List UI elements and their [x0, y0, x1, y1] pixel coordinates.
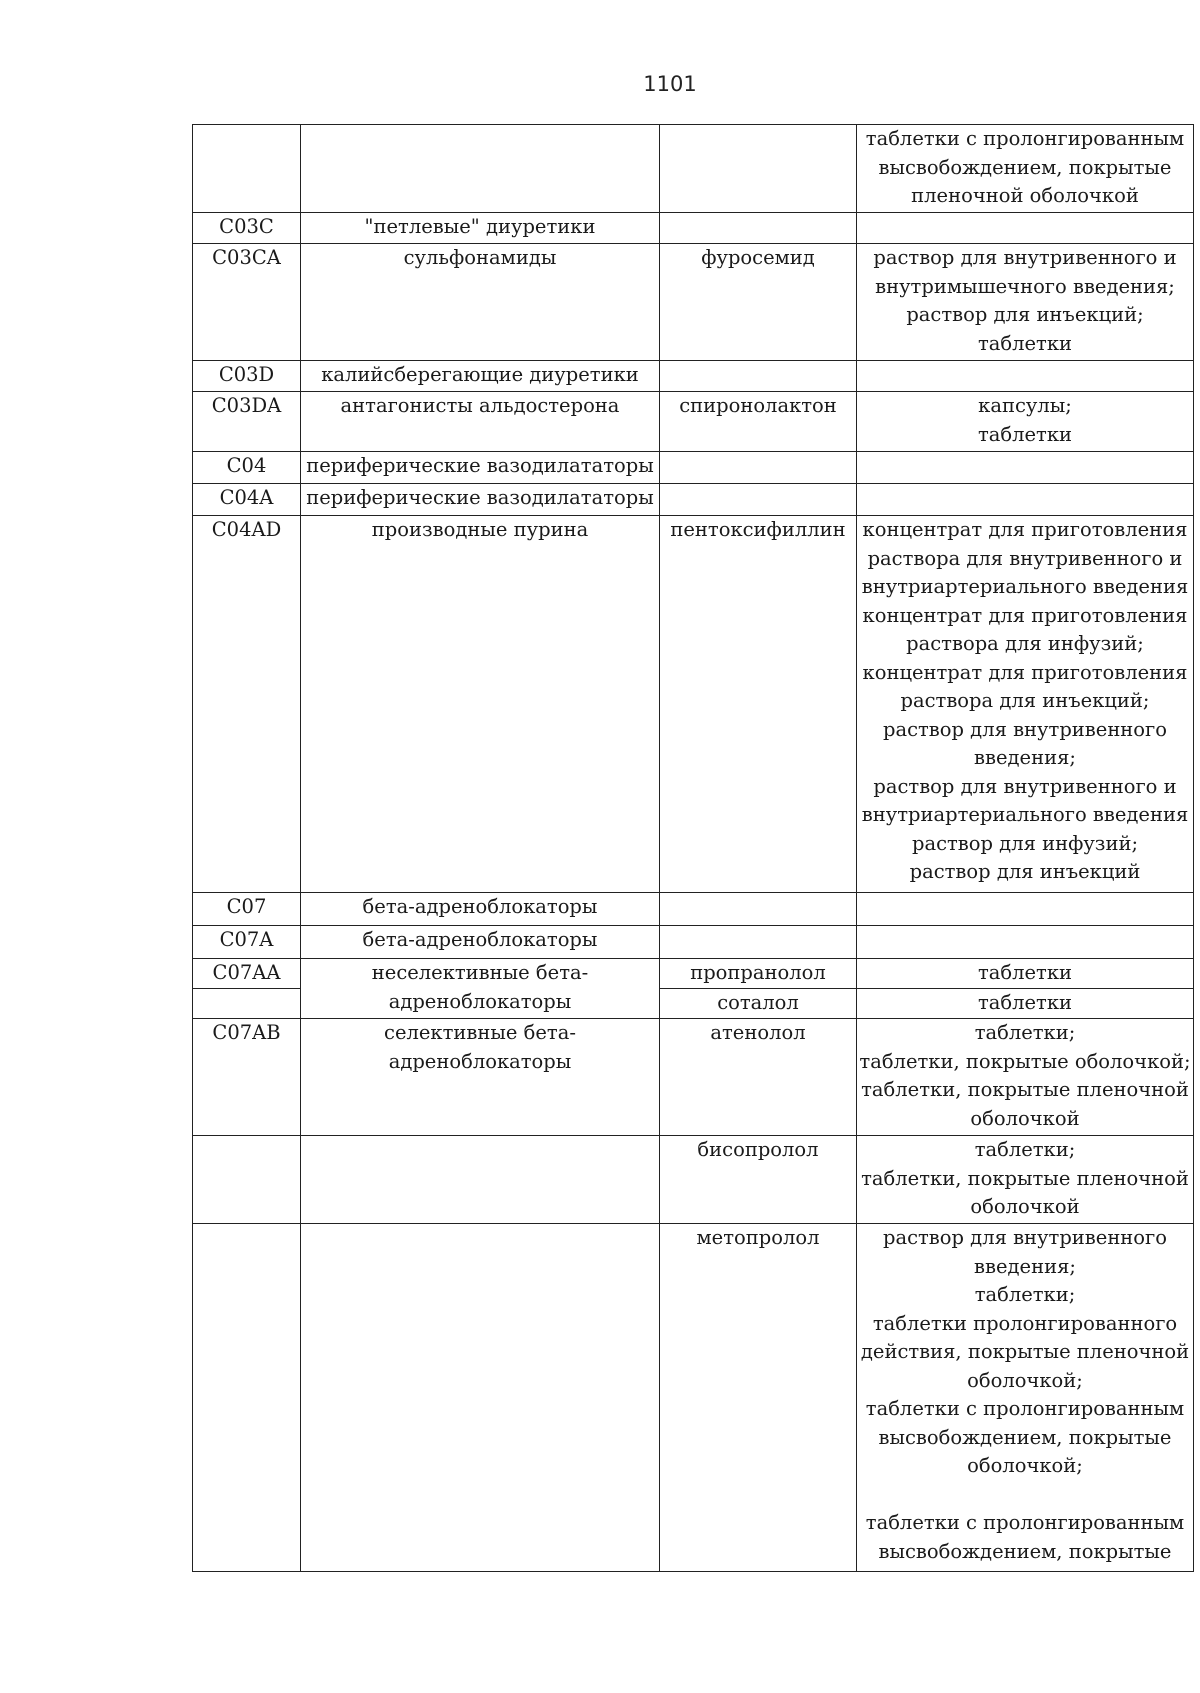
dosage-form-line: раствора для инъекций; [900, 689, 1150, 712]
drug-name-cell: соталол [660, 989, 857, 1019]
atc-code-cell: C07A [193, 926, 301, 959]
atc-code-cell: C07 [193, 893, 301, 926]
dosage-form-line: действия, покрытые пленочной [860, 1340, 1190, 1363]
dosage-form-cell: таблетки [857, 989, 1194, 1019]
page-number: 1101 [643, 72, 697, 96]
group-name-line: адреноблокаторы [388, 1049, 572, 1073]
drug-name-cell: фуросемид [660, 244, 857, 361]
table-row [193, 452, 1194, 484]
dosage-form-line: концентрат для приготовления [862, 518, 1188, 541]
drug-name-cell: пропранолол [660, 959, 857, 989]
dosage-form-line [859, 1481, 1191, 1510]
dosage-form-line: концентрат для приготовления [862, 660, 1188, 684]
atc-code-cell: C03C [193, 213, 301, 244]
table-row [193, 244, 1194, 361]
dosage-form-cell [857, 244, 1194, 361]
group-name-cell: производные пурина [301, 516, 660, 893]
dosage-form-line: таблетки, покрытые пленочной [861, 1166, 1189, 1190]
table-row [193, 1136, 1194, 1224]
group-name-cell: "петлевые" диуретики [301, 213, 660, 244]
dosage-form-line: раствор для внутривенного [882, 1226, 1168, 1249]
group-name-cell: бета-адреноблокаторы [301, 926, 660, 959]
drug-name-cell: спиронолактон [660, 392, 857, 452]
group-name-cell [301, 1224, 660, 1572]
dosage-form-line: таблетки; [974, 1138, 1076, 1161]
dosage-form-line: таблетки [977, 331, 1073, 355]
table-row [193, 516, 1194, 893]
table-row [193, 893, 1194, 926]
dosage-form-line: высвобождением, покрытые [878, 155, 1172, 179]
atc-code-cell [193, 1224, 301, 1572]
drug-name-cell [660, 213, 857, 244]
table-row [193, 1019, 1194, 1136]
atc-code-cell: C04A [193, 484, 301, 516]
group-name-cell: калийсберегающие диуретики [301, 361, 660, 392]
atc-code-cell [193, 1136, 301, 1224]
drug-name-cell: бисопролол [660, 1136, 857, 1224]
dosage-form-cell [857, 1019, 1194, 1136]
atc-code-cell: C03CA [193, 244, 301, 361]
dosage-form-line: высвобождением, покрытые [878, 1425, 1172, 1449]
dosage-form-cell [857, 926, 1194, 959]
group-name-cell: периферические вазодилататоры [301, 484, 660, 516]
dosage-form-line: пленочной оболочкой [911, 184, 1139, 207]
atc-code-cell [193, 989, 301, 1019]
atc-code-cell: C03DA [193, 392, 301, 452]
dosage-form-line: таблетки [977, 422, 1073, 446]
dosage-form-line: таблетки, покрытые оболочкой; [859, 1049, 1191, 1073]
drug-classification-table [192, 124, 1194, 1572]
dosage-form-line: раствор для внутривенного и [873, 246, 1177, 269]
table-row [193, 484, 1194, 516]
dosage-form-line: таблетки, покрытые пленочной [861, 1078, 1189, 1101]
drug-name-cell: пентоксифиллин [660, 516, 857, 893]
group-name-cell [301, 959, 660, 1019]
table-row [193, 392, 1194, 452]
group-name-cell [301, 1136, 660, 1224]
group-name-line: неселективные бета- [371, 961, 589, 984]
dosage-form-line: оболочкой; [967, 1368, 1083, 1392]
atc-code-cell [193, 125, 301, 213]
table-row [193, 213, 1194, 244]
atc-code-cell: C03D [193, 361, 301, 392]
dosage-form-line: капсулы; [978, 394, 1072, 417]
dosage-form-line: введения; [974, 746, 1076, 769]
dosage-form-line: раствор для инфузий; [911, 831, 1139, 855]
group-name-line: адреноблокаторы [388, 989, 572, 1013]
drug-name-cell [660, 452, 857, 484]
dosage-form-cell [857, 392, 1194, 452]
drug-name-cell [660, 484, 857, 516]
drug-name-cell [660, 125, 857, 213]
dosage-form-cell [857, 361, 1194, 392]
dosage-form-cell [857, 893, 1194, 926]
dosage-form-line: таблетки; [974, 1021, 1076, 1044]
dosage-form-line: раствора для внутривенного и [867, 546, 1183, 570]
dosage-form-line: раствор для инъекций; [906, 303, 1144, 326]
atc-code-cell: C07AB [193, 1019, 301, 1136]
dosage-form-cell [857, 516, 1194, 893]
table-row [193, 125, 1194, 213]
dosage-form-line: раствор для внутривенного [882, 717, 1168, 741]
dosage-form-line: введения; [974, 1254, 1076, 1278]
dosage-form-cell: таблетки [857, 959, 1194, 989]
dosage-form-line: высвобождением, покрытые [878, 1539, 1172, 1563]
dosage-form-cell [857, 213, 1194, 244]
dosage-form-line: концентрат для приготовления [862, 603, 1188, 627]
drug-name-cell [660, 926, 857, 959]
dosage-form-line: оболочкой [970, 1106, 1080, 1130]
dosage-form-line: оболочкой [970, 1195, 1080, 1218]
group-name-cell: периферические вазодилататоры [301, 452, 660, 484]
group-name-line: селективные бета- [384, 1021, 576, 1044]
dosage-form-cell [857, 452, 1194, 484]
dosage-form-line: таблетки пролонгированного [872, 1311, 1178, 1335]
dosage-form-line: таблетки с пролонгированным [865, 1511, 1185, 1534]
dosage-form-cell [857, 1224, 1194, 1572]
dosage-form-line: внутримышечного введения; [875, 274, 1175, 298]
dosage-form-line: внутриартериального введения [861, 575, 1189, 598]
drug-name-cell: атенолол [660, 1019, 857, 1136]
atc-code-cell: C04 [193, 452, 301, 484]
drug-name-cell [660, 361, 857, 392]
group-name-cell [301, 125, 660, 213]
group-name-cell: антагонисты альдостерона [301, 392, 660, 452]
dosage-form-line: внутриартериального введения [861, 803, 1189, 826]
dosage-form-line: раствор для инъекций [909, 860, 1141, 883]
drug-name-cell: метопролол [660, 1224, 857, 1572]
group-name-cell: сульфонамиды [301, 244, 660, 361]
drug-name-cell [660, 893, 857, 926]
dosage-form-line: таблетки с пролонгированным [865, 1397, 1185, 1420]
dosage-form-cell [857, 484, 1194, 516]
dosage-form-line: оболочкой; [967, 1454, 1083, 1477]
dosage-form-cell [857, 125, 1194, 213]
dosage-form-line: раствора для инфузий; [906, 632, 1144, 655]
table-row [193, 926, 1194, 959]
table-row [193, 959, 1194, 989]
group-name-cell [301, 1019, 660, 1136]
table-row [193, 361, 1194, 392]
dosage-form-line: таблетки с пролонгированным [865, 127, 1185, 150]
group-name-cell: бета-адреноблокаторы [301, 893, 660, 926]
dosage-form-line: раствор для внутривенного и [873, 774, 1177, 798]
atc-code-cell: C07AA [193, 959, 301, 989]
atc-code-cell: C04AD [193, 516, 301, 893]
dosage-form-cell [857, 1136, 1194, 1224]
table-row [193, 1224, 1194, 1572]
dosage-form-line: таблетки; [974, 1283, 1076, 1306]
